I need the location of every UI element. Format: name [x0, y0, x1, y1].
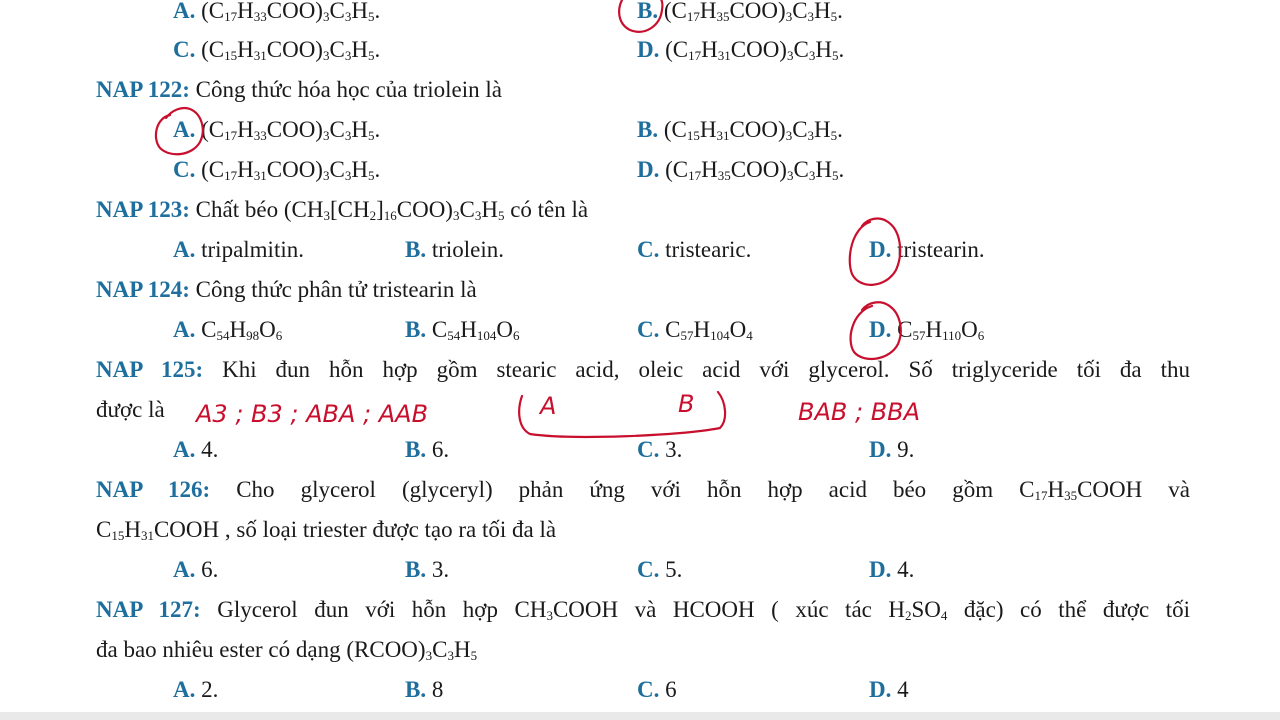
question-text: Khi đun hỗn hợp gồm stearic acid, oleic acid với glycerol. Số triglyceride tối đa thu [222, 357, 1190, 382]
question-text: , số loại triester được tạo ra tối đa là [224, 517, 557, 542]
q121-option-a[interactable] [173, 0, 380, 25]
question-number: NAP 122: [96, 77, 190, 102]
option-label: D. [869, 237, 892, 262]
question-text-post: đặc) có thể được tối [947, 597, 1190, 622]
option-text: 5. [665, 557, 683, 582]
option-text: tripalmitin. [201, 237, 304, 262]
question-text: Công thức phân tử tristearin là [195, 277, 477, 302]
option-text: 2. [201, 677, 219, 702]
question-formula: $C_{15}H_{31}COOH$ [96, 517, 225, 543]
option-label: A. [173, 677, 196, 702]
q123-option-b[interactable] [405, 236, 504, 264]
option-label: A. [173, 117, 196, 142]
q124-option-a[interactable] [173, 316, 282, 344]
q126-stem-line2 [96, 516, 556, 544]
q125-option-d[interactable] [869, 436, 914, 464]
question-text: Công thức hóa học của triolein là [195, 77, 502, 102]
option-formula: $C_{57}H_{110}O_6$ [897, 317, 985, 343]
option-label: D. [869, 677, 892, 702]
q125-stem-line2 [96, 396, 165, 424]
option-formula: $(C_{17}H_{31}COO)_3C_3H_5$. [665, 37, 845, 63]
option-text: 4. [897, 557, 915, 582]
option-formula: $(C_{17}H_{33}COO)_3C_3H_5$. [201, 117, 381, 143]
q122-stem [96, 76, 502, 104]
option-label: C. [637, 437, 660, 462]
option-formula: $(C_{17}H_{31}COO)_3C_3H_5$. [201, 157, 381, 183]
option-text: 4 [897, 677, 909, 702]
option-label: C. [637, 557, 660, 582]
q121-option-c[interactable] [173, 36, 380, 64]
option-label: C. [173, 157, 196, 182]
page-bottom-edge [0, 712, 1280, 720]
question-formula: $CH_3COOH$ [514, 597, 619, 623]
q126-option-c[interactable] [637, 556, 682, 584]
q124-option-c[interactable] [637, 316, 753, 344]
bracket-q125 [519, 392, 725, 437]
q125-stem-line1 [96, 356, 1190, 384]
option-label: C. [637, 237, 660, 262]
question-number: NAP 124: [96, 277, 190, 302]
q126-option-b[interactable] [405, 556, 449, 584]
option-formula: $C_{57}H_{104}O_4$ [665, 317, 753, 343]
option-label: D. [869, 557, 892, 582]
q125-option-b[interactable] [405, 436, 449, 464]
q122-option-c[interactable] [173, 156, 380, 184]
option-formula: $C_{54}H_{104}O_6$ [431, 317, 520, 343]
q122-option-d[interactable] [637, 156, 844, 184]
q127-stem-line1 [96, 596, 1190, 624]
question-formula: $(RCOO)_3C_3H_5$ [346, 637, 478, 663]
option-formula: $C_{54}H_{98}O_6$ [201, 317, 283, 343]
option-label: A. [173, 237, 196, 262]
option-text: 3. [431, 557, 450, 582]
q121-option-d[interactable] [637, 36, 844, 64]
option-text: 6 [665, 677, 677, 702]
q124-stem [96, 276, 477, 304]
q127-option-b[interactable] [405, 676, 443, 704]
q121-option-b[interactable] [637, 0, 843, 25]
option-text: 8 [431, 677, 444, 702]
option-label: B. [405, 437, 427, 462]
question-formula: $H_2SO_4$ [888, 597, 948, 623]
handwriting-q125-list2: BAB ; BBA [798, 398, 921, 426]
question-text-pre: Cho glycerol (glyceryl) phản ứng với hỗn hợp acid béo gồm [236, 477, 1020, 502]
option-label: D. [637, 157, 660, 182]
q122-option-b[interactable] [637, 116, 843, 144]
q122-option-a[interactable] [173, 116, 380, 144]
q125-option-a[interactable] [173, 436, 218, 464]
q123-option-c[interactable] [637, 236, 751, 264]
option-label: A. [173, 437, 196, 462]
option-label: B. [405, 557, 427, 582]
option-label: B. [637, 0, 659, 23]
handwriting-q125-list: A3 ; B3 ; ABA ; AAB [196, 400, 429, 428]
option-text: 3. [665, 437, 683, 462]
question-text: đa bao nhiêu ester có dạng [96, 637, 347, 662]
q125-option-c[interactable] [637, 436, 682, 464]
option-label: B. [637, 117, 659, 142]
q124-option-d[interactable] [869, 316, 984, 344]
q127-option-c[interactable] [637, 676, 677, 704]
question-text-pre: Chất béo [195, 197, 284, 222]
option-text: 6. [201, 557, 219, 582]
option-label: A. [173, 0, 196, 23]
option-label: C. [173, 37, 196, 62]
question-number: NAP 126: [96, 477, 211, 502]
option-text: tristearic. [665, 237, 752, 262]
question-number: NAP 125: [96, 357, 204, 382]
option-label: A. [173, 557, 196, 582]
handwriting-q125-pair-a: A [540, 392, 557, 420]
option-text: 6. [431, 437, 450, 462]
q127-option-d[interactable] [869, 676, 909, 704]
option-formula: $(C_{15}H_{31}COO)_3C_3H_5$. [663, 117, 843, 143]
q123-option-a[interactable] [173, 236, 304, 264]
option-formula: $(C_{17}H_{33}COO)_3C_3H_5$. [201, 0, 381, 24]
option-text: 4. [201, 437, 219, 462]
option-label: B. [405, 677, 427, 702]
question-formula: $(CH_3[CH_2]_{16}COO)_3C_3H_5$ [283, 197, 505, 223]
option-label: B. [405, 317, 427, 342]
option-label: A. [173, 317, 196, 342]
handwriting-q125-pair-b: B [678, 390, 695, 418]
q126-option-a[interactable] [173, 556, 218, 584]
q127-stem-line2 [96, 636, 477, 664]
q124-option-b[interactable] [405, 316, 519, 344]
option-label: D. [637, 37, 660, 62]
question-text-mid: và HCOOH ( xúc tác [618, 597, 889, 622]
option-label: D. [869, 437, 892, 462]
option-formula: $(C_{17}H_{35}COO)_3C_3H_5$. [663, 0, 843, 24]
question-text-pre: Glycerol đun với hỗn hợp [217, 597, 515, 622]
q127-option-a[interactable] [173, 676, 218, 704]
question-text-post: có tên là [504, 197, 589, 222]
option-formula: $(C_{17}H_{35}COO)_3C_3H_5$. [665, 157, 845, 183]
question-number: NAP 123: [96, 197, 190, 222]
q126-option-d[interactable] [869, 556, 914, 584]
option-label: B. [405, 237, 427, 262]
option-label: D. [869, 317, 892, 342]
option-label: C. [637, 677, 660, 702]
q123-stem [96, 196, 588, 224]
option-text: 9. [897, 437, 915, 462]
option-formula: $(C_{15}H_{31}COO)_3C_3H_5$. [201, 37, 381, 63]
q123-option-d[interactable] [869, 236, 985, 264]
question-text-post: và [1142, 477, 1190, 502]
option-text: tristearin. [897, 237, 985, 262]
question-formula: $C_{17}H_{35}COOH$ [1019, 477, 1143, 503]
option-text: triolein. [431, 237, 505, 262]
question-number: NAP 127: [96, 597, 201, 622]
question-text: được là [96, 397, 165, 422]
option-label: C. [637, 317, 660, 342]
q126-stem-line1 [96, 476, 1190, 504]
